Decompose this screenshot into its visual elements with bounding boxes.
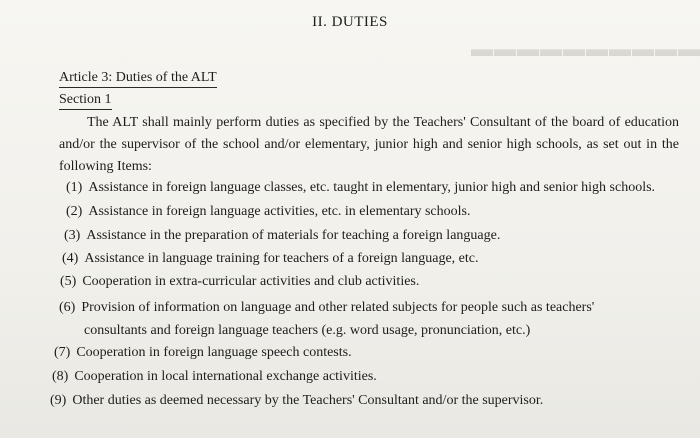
item-number: (2) bbox=[66, 204, 83, 219]
item-text: Assistance in foreign language classes, etc. taught in elementary, junior high and senior high schools. bbox=[88, 180, 656, 195]
item-number: (9) bbox=[50, 393, 67, 408]
item-number: (6) bbox=[59, 300, 76, 315]
item-text: Other duties as deemed necessary by the Teachers' Consultant and/or the supervisor. bbox=[72, 393, 544, 408]
show-through-text: ▬▬▬▬▬▬▬▬▬▬ bbox=[470, 36, 700, 61]
item-text: Provision of information on language and other related subjects for people such as teachers' bbox=[81, 300, 595, 315]
item-text-continued: consultants and foreign language teachers (e.g. word usage, pronunciation, etc.) bbox=[84, 323, 531, 338]
item-text: Assistance in language training for teachers of a foreign language, etc. bbox=[84, 251, 479, 266]
item-number: (3) bbox=[64, 228, 81, 243]
item-text: Cooperation in local international exchange activities. bbox=[74, 369, 377, 384]
section-title: Section 1 bbox=[59, 92, 112, 110]
list-item bbox=[50, 393, 543, 409]
item-text: Cooperation in foreign language speech contests. bbox=[76, 345, 352, 360]
article-title: Article 3: Duties of the ALT bbox=[59, 70, 217, 88]
item-text: Assistance in foreign language activities, etc. in elementary schools. bbox=[88, 204, 471, 219]
item-text: Cooperation in extra-curricular activities and club activities. bbox=[82, 274, 420, 289]
item-number: (4) bbox=[62, 251, 79, 266]
list-item bbox=[54, 345, 352, 361]
list-item bbox=[52, 369, 377, 385]
intro-paragraph bbox=[59, 112, 679, 178]
list-item bbox=[59, 296, 681, 342]
item-number: (8) bbox=[52, 369, 69, 384]
page-heading: II. DUTIES bbox=[312, 14, 388, 30]
list-item bbox=[64, 228, 500, 244]
list-item bbox=[66, 180, 655, 196]
intro-text: The ALT shall mainly perform duties as specified by the Teachers' Consultant of the board of education and/or the supervisor of the school and/or elementary, junior high and senior high schools, as set out in the following Items: bbox=[59, 115, 679, 174]
item-number: (1) bbox=[66, 180, 83, 195]
list-item bbox=[60, 274, 419, 290]
item-text: Assistance in the preparation of materials for teaching a foreign language. bbox=[86, 228, 501, 243]
list-item bbox=[62, 251, 479, 267]
item-number: (7) bbox=[54, 345, 71, 360]
list-item bbox=[66, 204, 470, 220]
item-number: (5) bbox=[60, 274, 77, 289]
